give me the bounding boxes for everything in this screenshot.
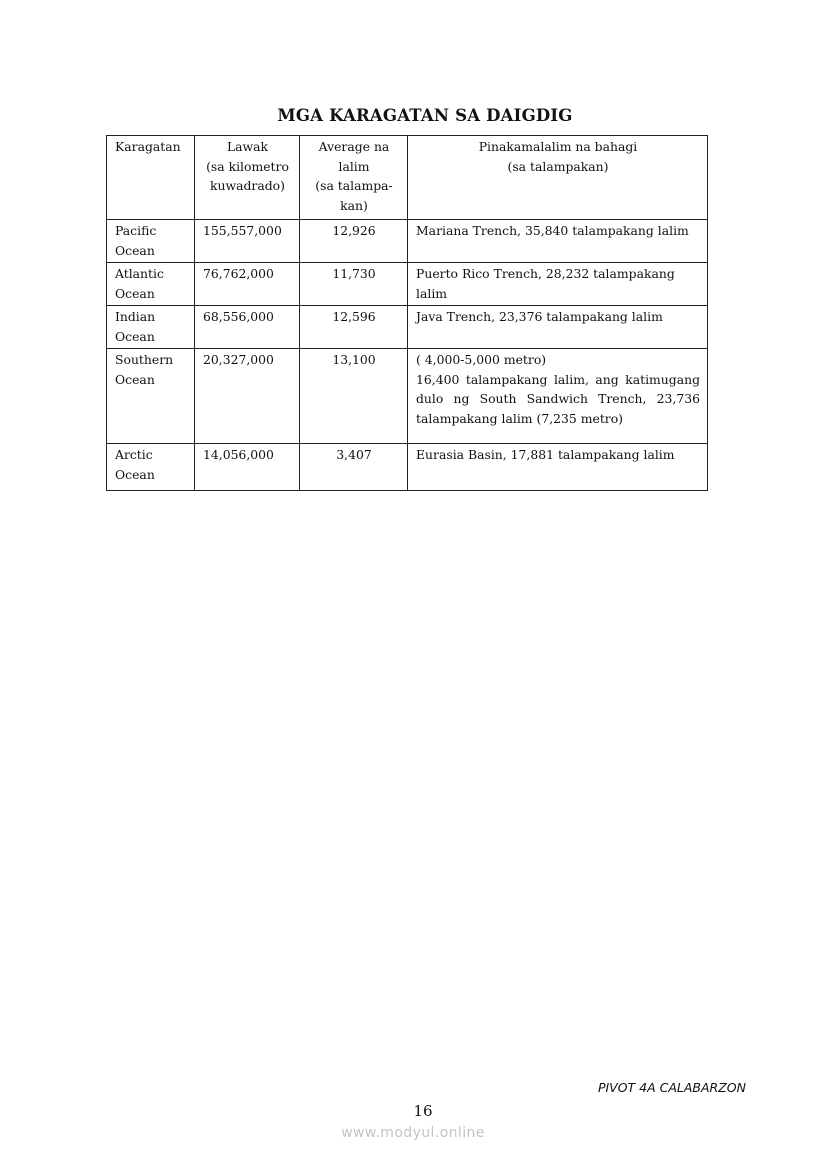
deepest-metric-range: ( 4,000-5,000 metro) xyxy=(416,352,547,367)
header-karagatan: Karagatan xyxy=(107,136,195,220)
table-row xyxy=(107,444,708,491)
table-row xyxy=(107,306,708,349)
ocean-area: 68,556,000 xyxy=(195,306,300,349)
ocean-average-depth: 3,407 xyxy=(300,444,408,491)
table-row xyxy=(107,220,708,263)
ocean-area: 155,557,000 xyxy=(195,220,300,263)
header-lawak: Lawak (sa kilometro kuwadrado) xyxy=(195,136,300,220)
ocean-average-depth: 13,100 xyxy=(300,349,408,444)
page-title: MGA KARAGATAN SA DAIGDIG xyxy=(277,106,573,125)
oceans-table xyxy=(106,135,708,491)
table-row xyxy=(107,349,708,444)
footer-label: PIVOT 4A CALABARZON xyxy=(597,1080,746,1095)
table-row xyxy=(107,263,708,306)
ocean-name: Southern Ocean xyxy=(107,349,195,444)
table-header-row xyxy=(107,136,708,220)
ocean-area: 14,056,000 xyxy=(195,444,300,491)
ocean-area: 20,327,000 xyxy=(195,349,300,444)
ocean-name: Indian Ocean xyxy=(107,306,195,349)
header-average-depth: Average na lalim (sa talampa- kan) xyxy=(300,136,408,220)
ocean-deepest-part xyxy=(408,349,708,444)
ocean-average-depth: 12,926 xyxy=(300,220,408,263)
page-number: 16 xyxy=(413,1102,433,1120)
ocean-name: Atlantic Ocean xyxy=(107,263,195,306)
watermark: www.modyul.online xyxy=(341,1125,485,1141)
header-deepest-part: Pinakamalalim na bahagi (sa talampakan) xyxy=(408,136,708,220)
ocean-deepest-part: Eurasia Basin, 17,881 talampakang lalim xyxy=(408,444,708,491)
ocean-average-depth: 12,596 xyxy=(300,306,408,349)
ocean-name: Arctic Ocean xyxy=(107,444,195,491)
ocean-deepest-part: Java Trench, 23,376 talampakang lalim xyxy=(408,306,708,349)
ocean-area: 76,762,000 xyxy=(195,263,300,306)
deepest-description: 16,400 talampakang lalim, ang katimugang dulo ng South Sandwich Trench, 23,736 talampakang lalim (7,235 metro) xyxy=(416,371,700,426)
ocean-deepest-part: Mariana Trench, 35,840 talampakang lalim xyxy=(408,220,708,263)
ocean-deepest-part: Puerto Rico Trench, 28,232 talampakang lalim xyxy=(408,263,708,306)
ocean-average-depth: 11,730 xyxy=(300,263,408,306)
ocean-name: Pacific Ocean xyxy=(107,220,195,263)
